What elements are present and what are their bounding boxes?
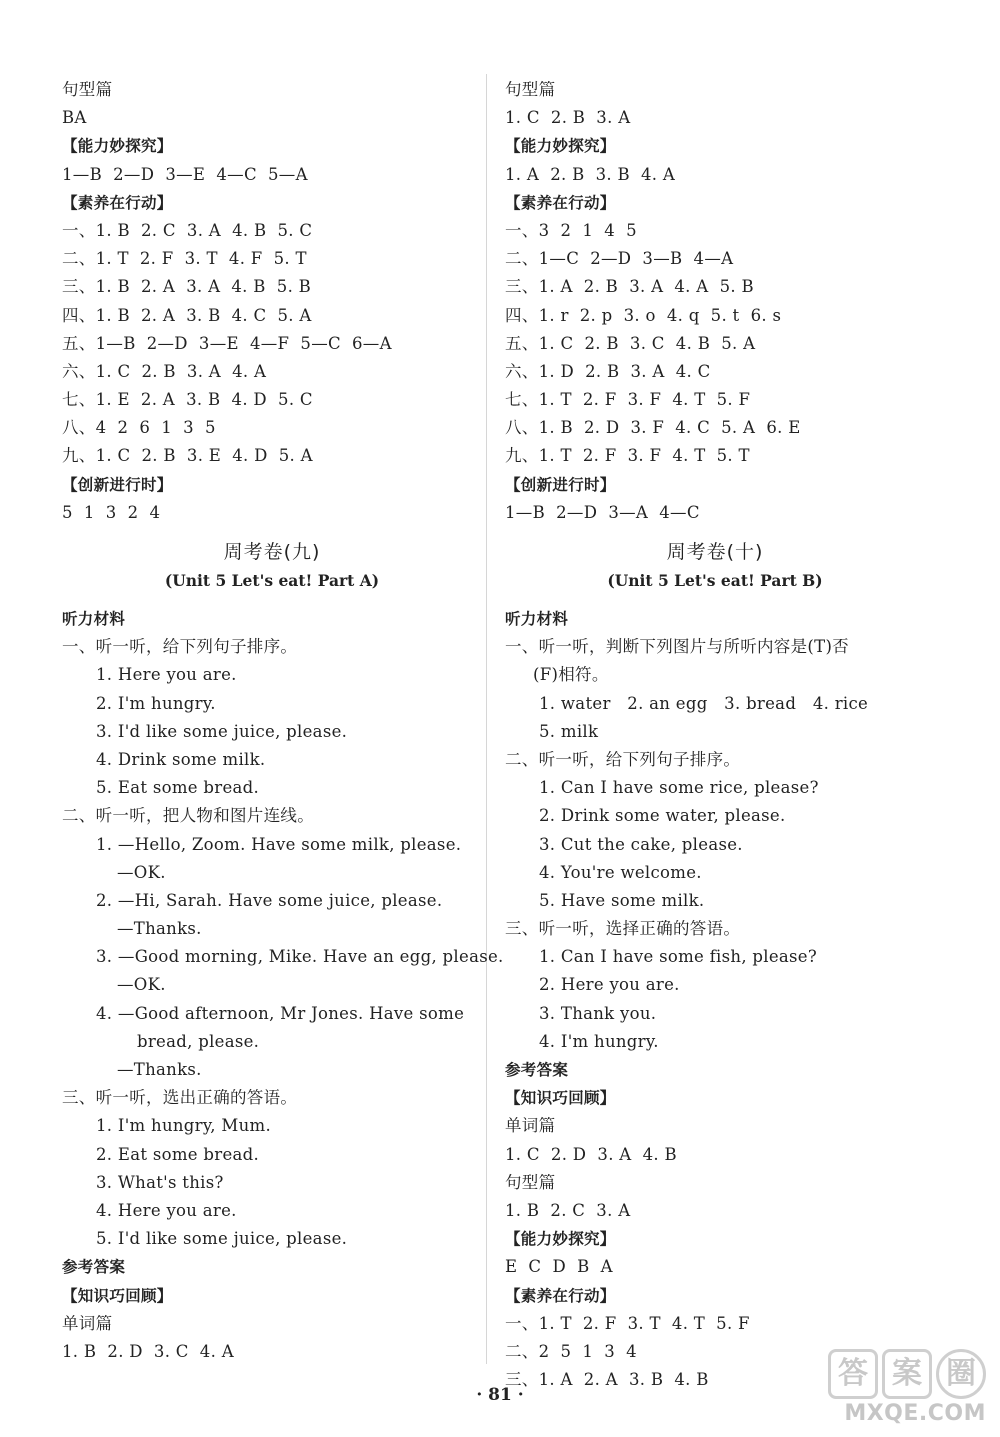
answer-line: 1—B 2—D 3—E 4—C 5—A: [62, 164, 308, 184]
script-line: 5. Have some milk.: [539, 890, 705, 910]
answer-line: 七、1. T 2. F 3. F 4. T 5. F: [505, 390, 751, 410]
script-line: bread, please.: [137, 1031, 260, 1051]
question-heading: 二、听一听，把人物和图片连线。: [62, 806, 314, 826]
script-line: —Thanks.: [117, 919, 202, 939]
script-line: 1. Here you are.: [96, 665, 237, 685]
heading-literacy-action: 【素养在行动】: [62, 193, 173, 212]
page-number: · 81 ·: [476, 1385, 524, 1405]
answer-line: 三、1. A 2. A 3. B 4. B: [505, 1370, 709, 1390]
script-line: 3. What's this?: [96, 1172, 224, 1192]
question-heading: 一、听一听，给下列句子排序。: [62, 637, 298, 657]
question-heading-continued: (F)相符。: [533, 665, 609, 685]
heading-ability-explore: 【能力妙探究】: [505, 137, 616, 156]
answer-line: 一、1. T 2. F 3. T 4. T 5. F: [505, 1313, 750, 1333]
answer-line: 七、1. E 2. A 3. B 4. D 5. C: [62, 390, 313, 410]
question-heading: 二、听一听，给下列句子排序。: [505, 749, 741, 769]
heading-sentence-section: 句型篇: [62, 80, 113, 99]
script-line: —OK.: [117, 862, 166, 882]
script-line: 5. Eat some bread.: [96, 778, 260, 798]
answer-line: 八、4 2 6 1 3 5: [62, 418, 216, 438]
script-line: 2. I'm hungry.: [96, 693, 216, 713]
answer-line: 1. B 2. C 3. A: [505, 1200, 631, 1220]
answer-line: 四、1. r 2. p 3. o 4. q 5. t 6. s: [505, 305, 782, 325]
watermark-char: 案: [882, 1349, 932, 1399]
script-line: 1. Can I have some fish, please?: [539, 947, 818, 967]
heading-listening-material: 听力材料: [505, 610, 569, 628]
answer-line: 一、1. B 2. C 3. A 4. B 5. C: [62, 220, 313, 240]
script-line: 4. Drink some milk.: [96, 749, 266, 769]
heading-knowledge-review: 【知识巧回顾】: [505, 1089, 616, 1108]
answer-line: 1. C 2. B 3. A: [505, 108, 631, 128]
answer-line: 二、1. T 2. F 3. T 4. F 5. T: [62, 249, 307, 269]
script-line: 1. —Hello, Zoom. Have some milk, please.: [96, 834, 462, 854]
answer-line: 三、1. A 2. B 3. A 4. A 5. B: [505, 277, 754, 297]
answer-line: BA: [62, 108, 87, 128]
script-line: 3. —Good morning, Mike. Have an egg, please.: [96, 947, 504, 967]
watermark-logo: [796, 1349, 986, 1429]
heading-sentence-section: 句型篇: [505, 1172, 556, 1192]
script-line: 4. I'm hungry.: [539, 1031, 659, 1051]
heading-literacy-action: 【素养在行动】: [505, 1286, 616, 1305]
heading-sentence-section: 句型篇: [505, 80, 556, 99]
answer-line: 八、1. B 2. D 3. F 4. C 5. A 6. E: [505, 418, 801, 438]
answer-line: 四、1. B 2. A 3. B 4. C 5. A: [62, 305, 312, 325]
answer-line: 二、1—C 2—D 3—B 4—A: [505, 249, 734, 269]
script-line: 3. Thank you.: [539, 1003, 657, 1023]
script-line: —Thanks.: [117, 1060, 202, 1079]
section-subtitle-week9: (Unit 5 Let's eat! Part A): [164, 571, 380, 590]
script-line: 5. milk: [539, 721, 599, 741]
script-line: 2. —Hi, Sarah. Have some juice, please.: [96, 890, 443, 910]
script-line: 3. I'd like some juice, please.: [96, 721, 348, 741]
heading-reference-answers: 参考答案: [505, 1061, 569, 1079]
answer-line: 一、3 2 1 4 5: [505, 220, 637, 240]
answer-line: 五、1—B 2—D 3—E 4—F 5—C 6—A: [62, 333, 392, 353]
section-title-week10: 周考卷(十): [666, 541, 764, 563]
script-line: 5. I'd like some juice, please.: [96, 1229, 348, 1249]
heading-word-section: 单词篇: [505, 1116, 556, 1136]
heading-reference-answers: 参考答案: [62, 1258, 126, 1277]
heading-knowledge-review: 【知识巧回顾】: [62, 1286, 173, 1305]
answer-line: 五、1. C 2. B 3. C 4. B 5. A: [505, 333, 756, 353]
question-heading: 三、听一听，选择正确的答语。: [505, 919, 741, 939]
question-heading: 一、听一听，判断下列图片与所听内容是(T)否: [505, 637, 849, 657]
script-line: 2. Here you are.: [539, 975, 680, 995]
answer-line: 二、2 5 1 3 4: [505, 1341, 637, 1361]
heading-innovation: 【创新进行时】: [505, 475, 616, 494]
script-line: 1. water 2. an egg 3. bread 4. rice: [539, 693, 869, 713]
script-line: —OK.: [117, 975, 166, 995]
heading-ability-explore: 【能力妙探究】: [62, 137, 173, 156]
script-line: 3. Cut the cake, please.: [539, 834, 743, 854]
heading-innovation: 【创新进行时】: [62, 475, 173, 494]
script-line: 4. You're welcome.: [539, 862, 702, 882]
answer-line: 九、1. C 2. B 3. E 4. D 5. A: [62, 446, 313, 466]
script-line: 2. Drink some water, please.: [539, 806, 786, 826]
answer-line: 1. A 2. B 3. B 4. A: [505, 164, 676, 184]
watermark-char: 圈: [936, 1349, 986, 1399]
watermark-url: MXQE.COM: [844, 1401, 986, 1426]
section-subtitle-week10: (Unit 5 Let's eat! Part B): [607, 571, 823, 590]
answer-line: 1. B 2. D 3. C 4. A: [62, 1341, 234, 1361]
answer-line: 1—B 2—D 3—A 4—C: [505, 502, 700, 522]
heading-literacy-action: 【素养在行动】: [505, 193, 616, 212]
answer-line: 5 1 3 2 4: [62, 502, 161, 522]
script-line: 1. Can I have some rice, please?: [539, 778, 819, 798]
answer-line: 1. C 2. D 3. A 4. B: [505, 1144, 677, 1164]
heading-ability-explore: 【能力妙探究】: [505, 1230, 616, 1249]
watermark-char: 答: [828, 1349, 878, 1399]
answer-line: 九、1. T 2. F 3. F 4. T 5. T: [505, 446, 750, 466]
heading-word-section: 单词篇: [62, 1313, 113, 1333]
script-line: 2. Eat some bread.: [96, 1144, 260, 1164]
script-line: 1. I'm hungry, Mum.: [96, 1116, 271, 1136]
answer-line: 六、1. D 2. B 3. A 4. C: [505, 361, 711, 381]
left-column: [62, 76, 504, 1366]
right-column: [505, 76, 925, 1394]
heading-listening-material: 听力材料: [62, 610, 126, 628]
script-line: 4. Here you are.: [96, 1200, 237, 1220]
section-title-week9: 周考卷(九): [223, 541, 321, 563]
question-heading: 三、听一听，选出正确的答语。: [62, 1088, 298, 1108]
answer-line: 三、1. B 2. A 3. A 4. B 5. B: [62, 277, 312, 297]
answer-line: E C D B A: [505, 1257, 613, 1277]
answer-line: 六、1. C 2. B 3. A 4. A: [62, 361, 267, 381]
script-line: 4. —Good afternoon, Mr Jones. Have some: [96, 1003, 465, 1023]
column-divider: [486, 74, 487, 1364]
